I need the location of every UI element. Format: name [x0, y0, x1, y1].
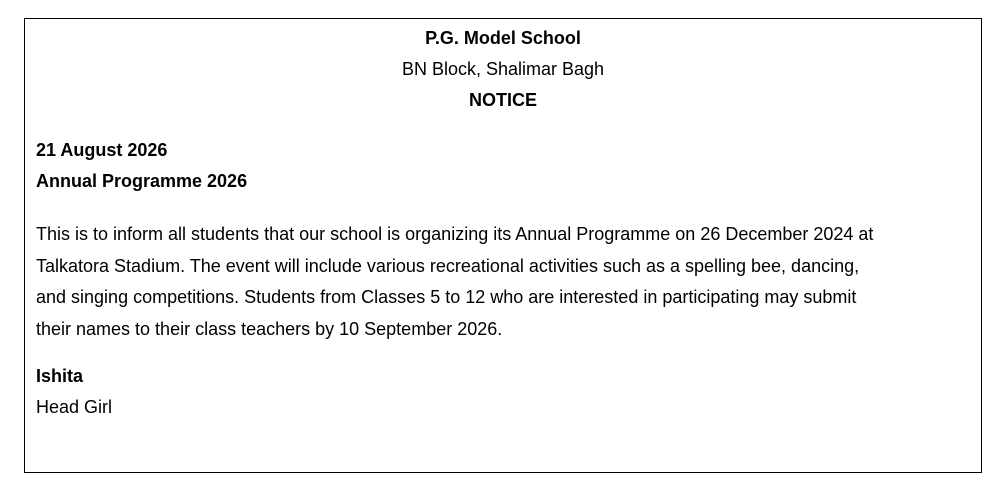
notice-subject: Annual Programme 2026	[36, 171, 248, 191]
notice-body-line: and singing competitions. Students from Classes 5 to 12 who are interested in participating may submit	[36, 287, 857, 307]
signatory-designation: Head Girl	[36, 397, 113, 417]
notice-body-line: their names to their class teachers by 10 September 2026.	[36, 318, 503, 339]
signatory-name: Ishita	[36, 366, 84, 386]
notice-body-line: This is to inform all students that our school is organizing its Annual Programme on 26 December 2024 at	[36, 224, 874, 244]
notice-body	[36, 219, 976, 345]
school-name: P.G. Model School	[425, 28, 581, 48]
school-address: BN Block, Shalimar Bagh	[401, 59, 605, 79]
notice-body-line: Talkatora Stadium. The event will include various recreational activities such as a spelling bee, dancing,	[36, 255, 860, 276]
notice-title: NOTICE	[468, 90, 537, 110]
notice-box	[24, 18, 982, 473]
notice-date: 21 August 2026	[36, 140, 168, 160]
